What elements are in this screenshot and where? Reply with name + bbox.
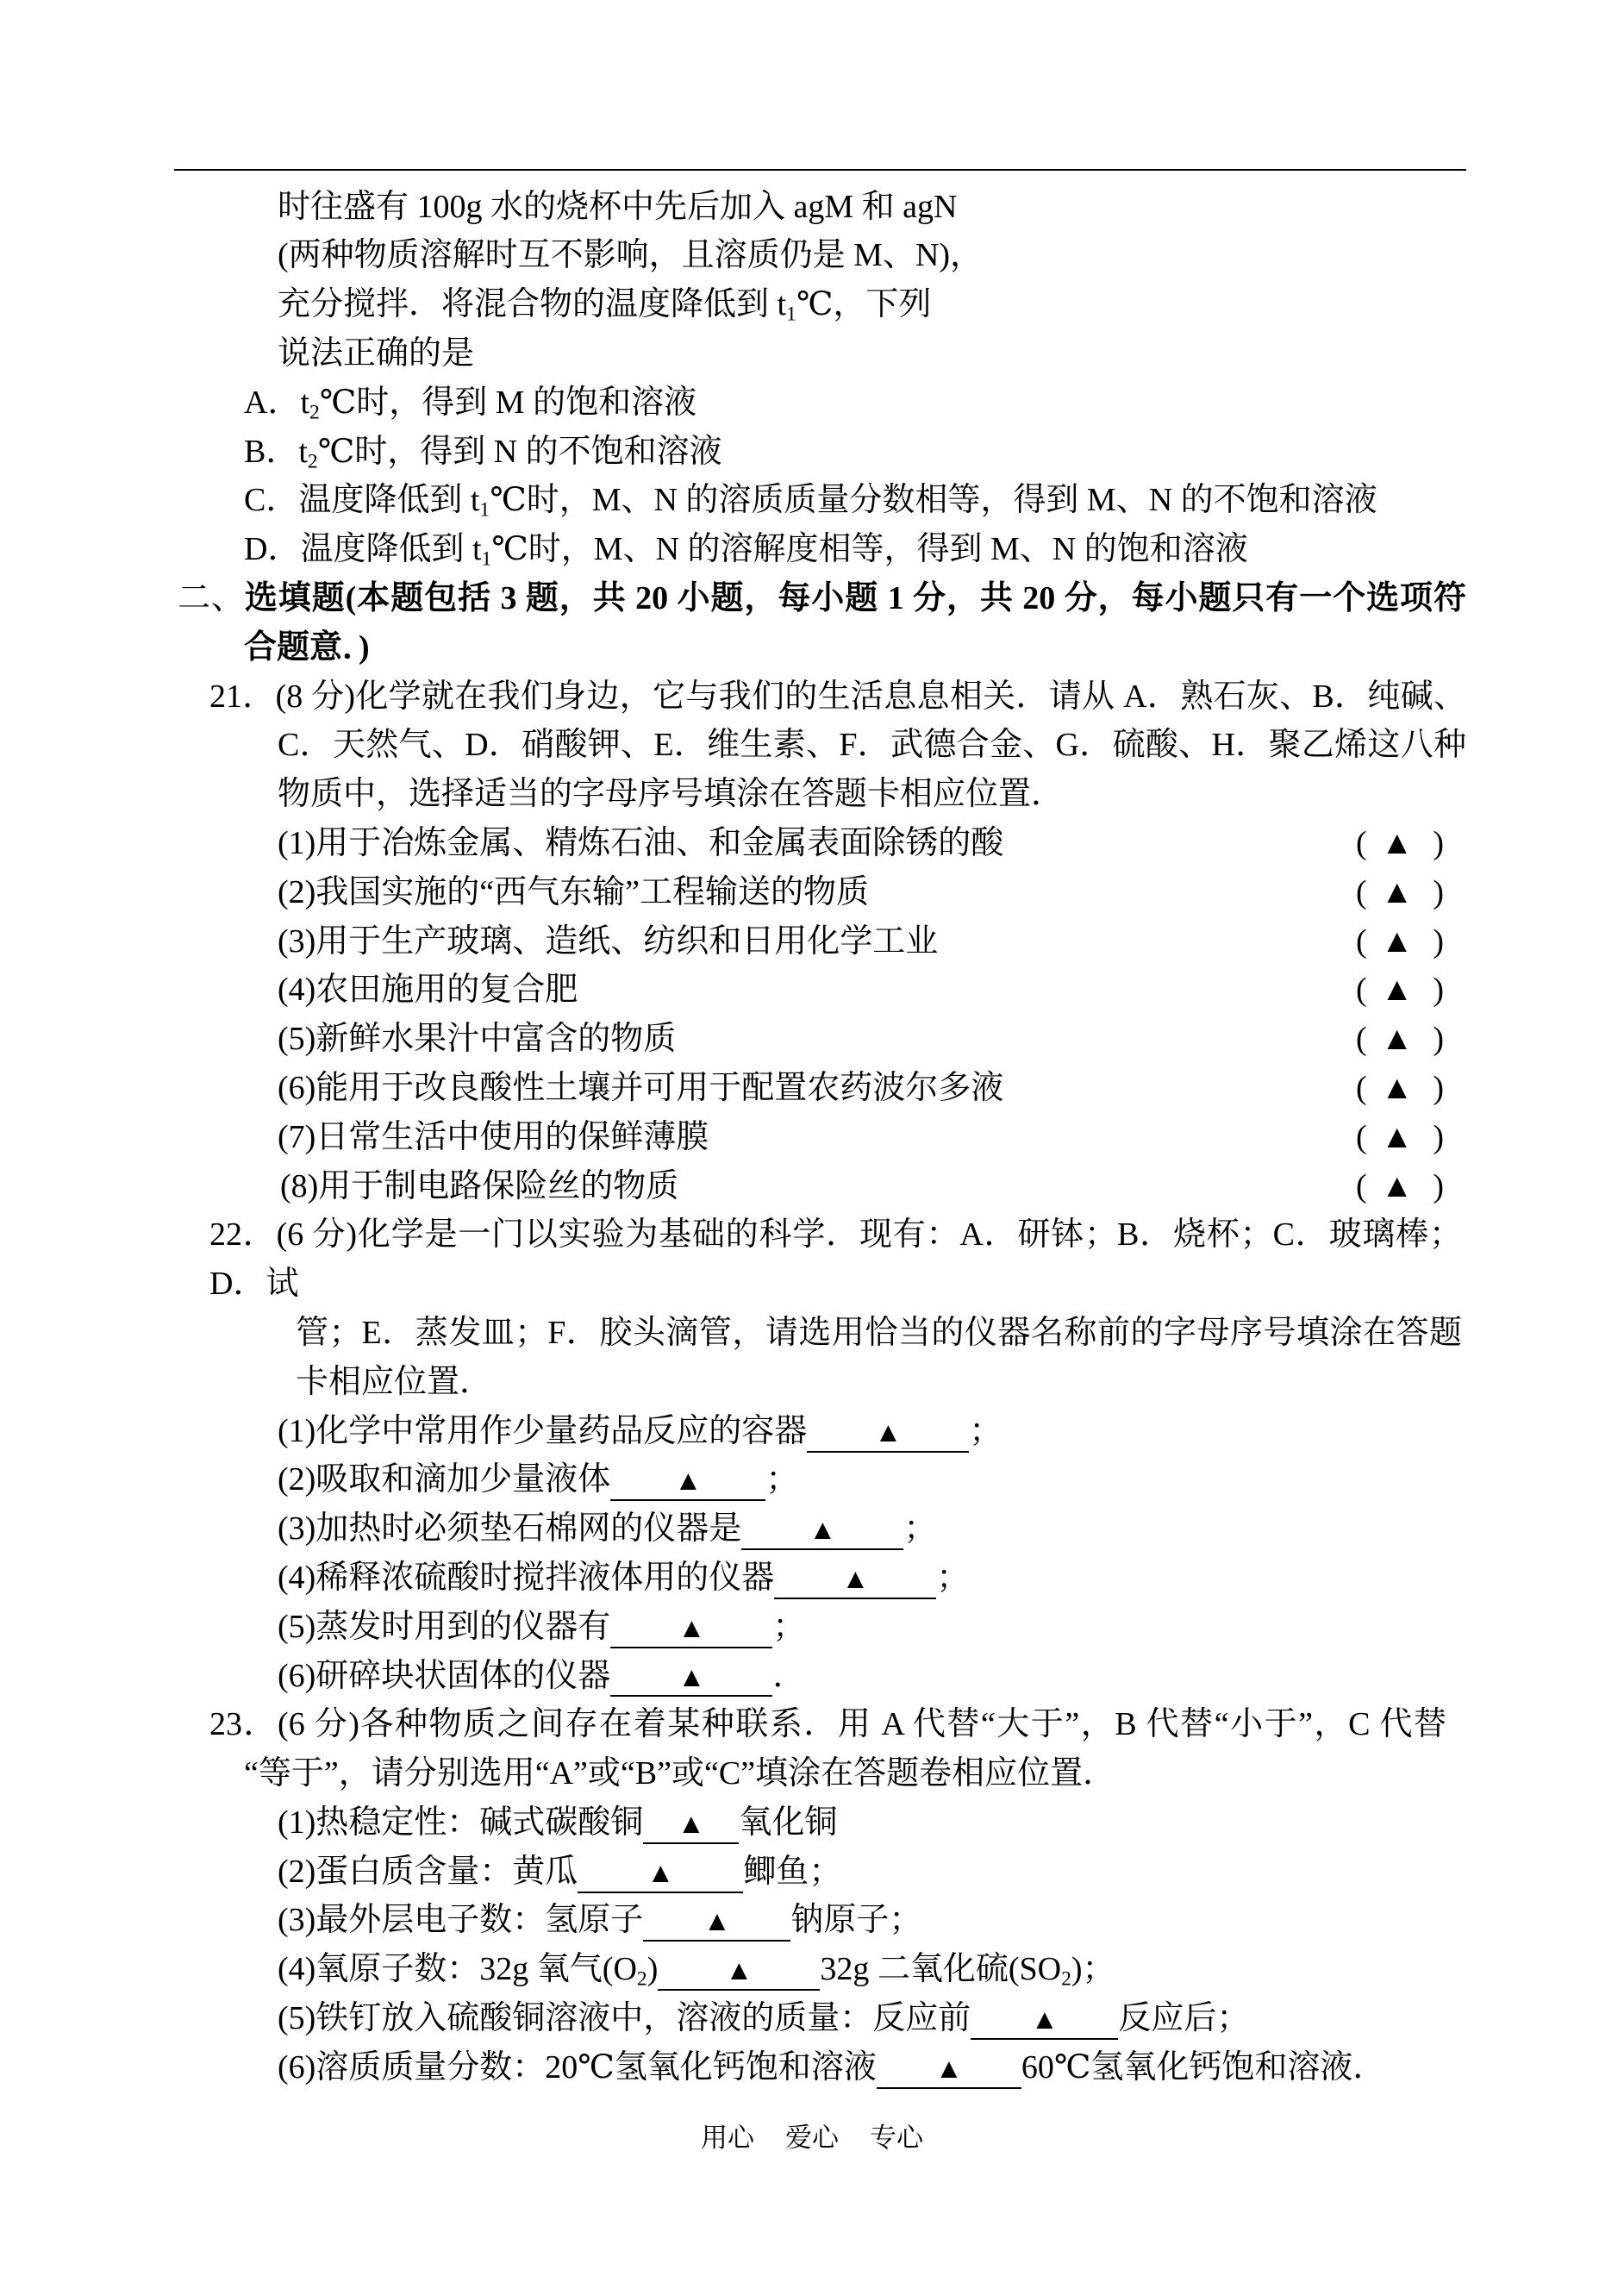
item-suffix: ； (969, 1412, 1003, 1449)
answer-blank: ▲ (610, 1463, 765, 1501)
item-suffix: 反应后； (1118, 2000, 1250, 2037)
answer-blank: ▲ (610, 1660, 772, 1698)
question-21-item (0, 1064, 1624, 1113)
stem-text: 充分搅拌．将混合物的温度降低到 t (278, 286, 787, 323)
subscript: 1 (786, 303, 796, 326)
question-21-prompt-line: 物质中，选择适当的字母序号填涂在答题卡相应位置． (278, 776, 1065, 813)
item-text: ) (646, 1951, 659, 1988)
section-title-continued: 合题意．) (244, 628, 370, 666)
option-text: ℃时，得到 M 的饱和溶液 (319, 384, 697, 421)
question-23-item (0, 1994, 1624, 2043)
answer-blank: ▲ (643, 1806, 739, 1844)
answer-blank: ▲ (807, 1415, 969, 1453)
question-22-item (0, 1554, 1624, 1603)
item-suffix: 60℃氢氧化钙饱和溶液． (1021, 2048, 1386, 2086)
page-footer (0, 2121, 1624, 2155)
option-text: C．温度降低到 t (244, 482, 480, 519)
question-21-item (0, 966, 1624, 1015)
question-23-item (0, 2043, 1624, 2092)
question-21-prompt-line: 21．(8 分)化学就在我们身边，它与我们的生活息息相关．请从 A．熟石灰、B．纯碱、 (209, 678, 1466, 715)
item-text: (8)用于制电路保险丝的物质 (280, 1167, 679, 1204)
section-number: 二、 (178, 579, 245, 616)
answer-box: ( ▲ ) (1356, 824, 1444, 861)
question-22-item (0, 1504, 1624, 1554)
footer-motto-word: 用心 (701, 2123, 754, 2153)
subscript: 2 (1061, 1967, 1071, 1991)
item-text: (6)研碎块状固体的仪器 (278, 1657, 611, 1694)
item-suffix: 32g 二氧化硫(SO (820, 1951, 1062, 1988)
question-21-item (0, 819, 1624, 868)
footer-motto-word: 爱心 (785, 2123, 839, 2153)
item-text: (6)能用于改良酸性土壤并可用于配置农药波尔多液 (278, 1069, 1004, 1106)
answer-box: ( ▲ ) (1356, 1069, 1444, 1106)
item-suffix: ； (903, 1510, 937, 1548)
item-text: (4)稀释浓硫酸时搅拌液体用的仪器 (278, 1559, 775, 1596)
answer-blank: ▲ (877, 2051, 1021, 2089)
question-23-prompt-line: “等于”，请分别选用“A”或“B”或“C”填涂在答题卷相应位置． (244, 1755, 1116, 1792)
question-23-item (0, 1798, 1624, 1848)
subscript: 2 (309, 401, 320, 424)
answer-option-d (0, 525, 1624, 574)
item-text: (2)我国实施的“西气东输”工程输送的物质 (278, 873, 870, 910)
item-text: (5)铁钉放入硫酸铜溶液中，溶液的质量：反应前 (278, 2000, 971, 2037)
answer-option-c (0, 476, 1624, 525)
question-21-item (0, 917, 1624, 966)
question-23-prompt-line: 23．(6 分)各种物质之间存在着某种联系．用 A 代替“大于”，B 代替“小于”，C 代替 (209, 1706, 1446, 1743)
item-text: (4)农田施用的复合肥 (278, 972, 578, 1009)
question-22-prompt-line: 卡相应位置． (296, 1363, 493, 1400)
item-text: (2)吸取和滴加少量液体 (278, 1461, 611, 1498)
question-20-stem-line: 说法正确的是 (278, 335, 475, 372)
option-text: ℃时，得到 N 的不饱和溶液 (317, 433, 722, 470)
answer-blank: ▲ (610, 1610, 772, 1648)
stem-text: ℃，下列 (796, 286, 932, 323)
question-22-prompt-line: 管；E．蒸发皿；F．胶头滴管，请选用恰当的仪器名称前的字母序号填涂在答题 (296, 1314, 1462, 1351)
item-suffix: 鲫鱼； (743, 1853, 842, 1890)
question-20-stem-line: 时往盛有 100g 水的烧杯中先后加入 agM 和 agN (278, 188, 958, 225)
question-22-item (0, 1652, 1624, 1701)
item-text: (7)日常生活中使用的保鲜薄膜 (278, 1118, 709, 1155)
question-21-item (0, 1162, 1624, 1211)
question-21-item (0, 1015, 1624, 1064)
section-title: 选填题(本题包括 3 题，共 20 小题，每小题 1 分，共 20 分，每小题只有一个选项符 (244, 579, 1466, 616)
item-text: (4)氧原子数：32g 氧气(O (278, 1951, 637, 1988)
question-22-item (0, 1603, 1624, 1652)
item-suffix: ； (936, 1559, 970, 1596)
option-text: D．温度降低到 t (244, 531, 482, 568)
answer-box: ( ▲ ) (1356, 1118, 1444, 1155)
item-text: (3)用于生产玻璃、造纸、纺织和日用化学工业 (278, 922, 939, 960)
item-text: (1)化学中常用作少量药品反应的容器 (278, 1412, 808, 1449)
item-text: (1)热稳定性：碱式碳酸铜 (278, 1804, 644, 1841)
item-suffix: 钠原子； (790, 1902, 922, 1939)
answer-blank: ▲ (643, 1904, 790, 1942)
answer-option-a (0, 378, 1624, 428)
question-23-item (0, 1945, 1624, 1994)
answer-blank: ▲ (774, 1561, 936, 1599)
question-23-item (0, 1896, 1624, 1945)
item-suffix: 氧化铜 (739, 1804, 838, 1841)
question-22-item (0, 1455, 1624, 1504)
subscript: 1 (481, 547, 492, 571)
header-rule (174, 169, 1466, 171)
option-text: B．t (244, 433, 308, 470)
item-text: (6)溶质质量分数：20℃氢氧化钙饱和溶液 (278, 2048, 877, 2086)
answer-blank: ▲ (741, 1512, 903, 1550)
item-text: (3)最外层电子数：氢原子 (278, 1902, 644, 1939)
question-21-item (0, 868, 1624, 917)
footer-motto-word: 专心 (870, 2123, 923, 2153)
question-23-item (0, 1848, 1624, 1897)
item-suffix: ； (772, 1608, 806, 1645)
question-21-prompt-line: C．天然气、D．硝酸钾、E．维生素、F．武德合金、G．硫酸、H．聚乙烯这八种 (278, 727, 1466, 764)
question-22-prompt-line: D．试 (209, 1266, 299, 1303)
subscript: 2 (636, 1967, 647, 1991)
answer-box: ( ▲ ) (1356, 1021, 1444, 1058)
option-text: ℃时，M、N 的溶质质量分数相等，得到 M、N 的不饱和溶液 (490, 482, 1377, 519)
question-22-item (0, 1407, 1624, 1456)
section-heading (0, 574, 1624, 623)
answer-box: ( ▲ ) (1356, 1167, 1444, 1204)
answer-blank: ▲ (971, 2002, 1118, 2040)
question-20-stem-line: (两种物质溶解时互不影响，且溶质仍是 M、N)， (278, 237, 984, 274)
question-20-stem-line (0, 280, 1624, 329)
item-text: (1)用于冶炼金属、精炼石油、和金属表面除锈的酸 (278, 824, 1004, 861)
option-text: ℃时，M、N 的溶解度相等，得到 M、N 的饱和溶液 (491, 531, 1248, 568)
answer-box: ( ▲ ) (1356, 922, 1444, 960)
answer-option-b (0, 428, 1624, 477)
answer-blank: ▲ (578, 1855, 743, 1893)
option-text: A．t (244, 384, 310, 421)
item-suffix: ； (765, 1461, 799, 1498)
subscript: 1 (479, 498, 490, 522)
question-21-item (0, 1113, 1624, 1162)
item-text: (5)新鲜水果汁中富含的物质 (278, 1021, 677, 1058)
page-body (0, 183, 1624, 2092)
answer-blank: ▲ (658, 1953, 820, 1991)
question-22-prompt-line: 22．(6 分)化学是一门以实验为基础的科学．现有：A．研钵；B．烧杯；C．玻璃棒； (209, 1216, 1462, 1254)
item-text: (5)蒸发时用到的仪器有 (278, 1608, 611, 1645)
answer-box: ( ▲ ) (1356, 873, 1444, 910)
subscript: 2 (307, 450, 318, 473)
item-text: (3)加热时必须垫石棉网的仪器是 (278, 1510, 742, 1548)
answer-box: ( ▲ ) (1356, 972, 1444, 1009)
item-suffix: ． (772, 1657, 806, 1694)
item-suffix: )； (1071, 1951, 1115, 1988)
item-text: (2)蛋白质含量：黄瓜 (278, 1853, 578, 1890)
